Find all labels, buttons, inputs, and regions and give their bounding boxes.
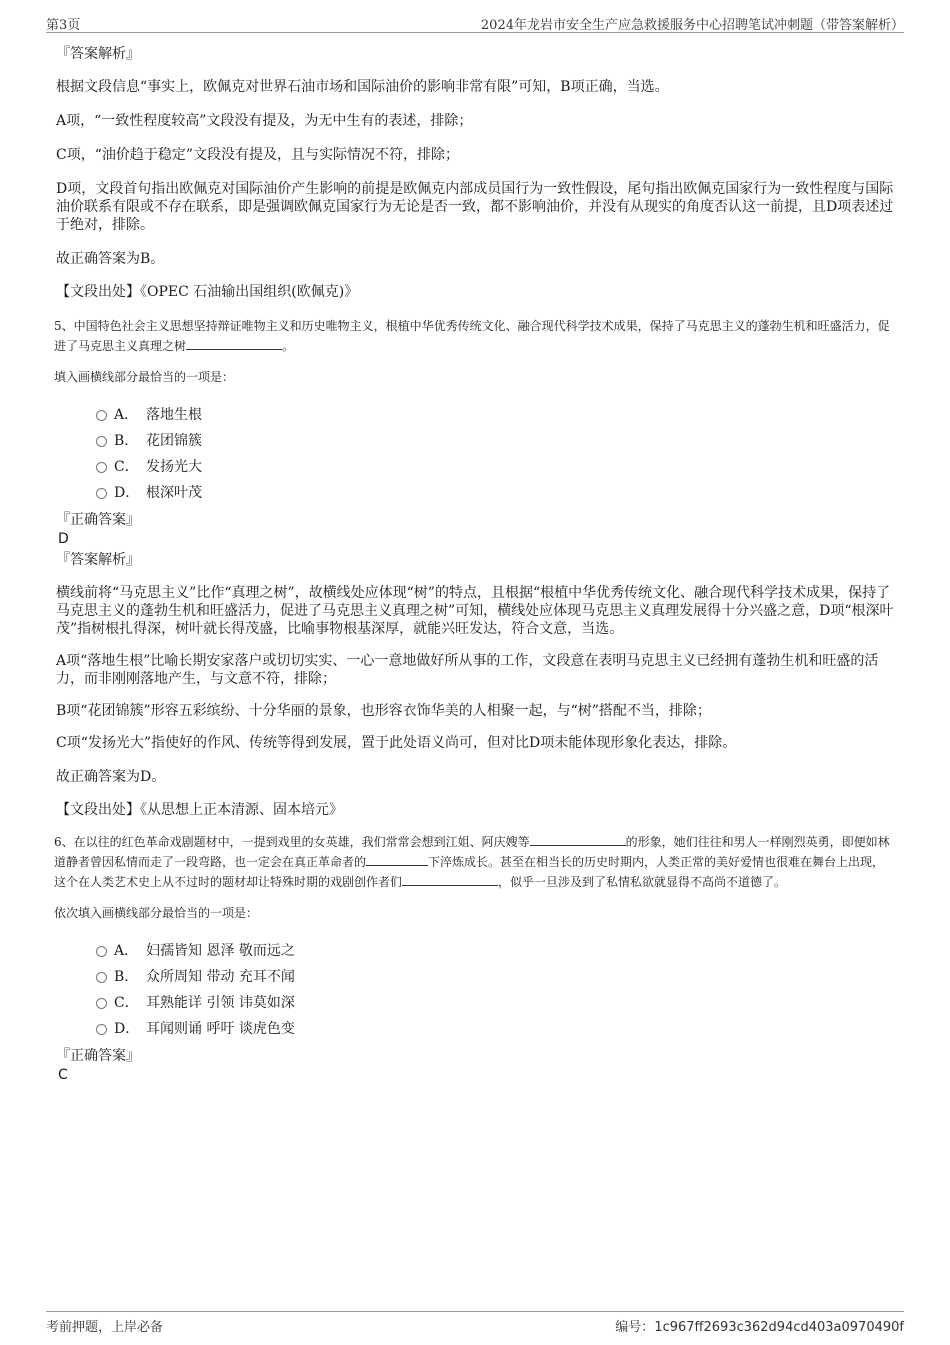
q5-option-c[interactable] <box>96 454 894 480</box>
q6-stem-text-2: 的形象，她们往往和男人一样刚烈英勇，即便如林道静者曾因私情而走了一段弯路，也一定会在真正革命者的 <box>54 835 890 869</box>
option-letter: C． <box>114 995 139 1011</box>
q5-option-b[interactable] <box>96 428 894 454</box>
q5-options <box>96 402 894 506</box>
radio-icon[interactable] <box>96 1024 107 1035</box>
q5-analysis-p1: 横线前将“马克思主义”比作“真理之树”，故横线处应体现“树”的特点，且根据“根植中华优秀传统文化、融合现代科学技术成果，保持了马克思主义的蓬勃生机和旺盛活力，促进了马克思主义真理之树”可知，横线处应体现马克思主义真理发展得十分兴盛之意，D项“根深叶茂”指树根扎得深，树叶就长得茂盛，比喻事物根基深厚，就能兴旺发达，符合文意，当选。 <box>56 585 894 637</box>
q5-source: 【文段出处】《从思想上正本清源、固本培元》 <box>56 802 343 818</box>
option-letter: A． <box>114 407 139 423</box>
q5-stem <box>54 316 894 356</box>
page-footer <box>46 1311 904 1335</box>
q5-correct-label: 『正确答案』 <box>56 512 140 528</box>
footer-slogan: 考前押题，上岸必备 <box>46 1320 164 1335</box>
option-letter: B． <box>114 433 139 449</box>
q6-correct-label: 『正确答案』 <box>56 1048 140 1064</box>
q5-analysis-p4: C项“发扬光大”指使好的作风、传统等得到发展，置于此处语义尚可，但对比D项未能体现形象化表达，排除。 <box>56 735 737 751</box>
radio-icon[interactable] <box>96 436 107 447</box>
code-value: 1c967ff2693c362d94cd403a0970490f <box>654 1320 904 1335</box>
document-title: 2024年龙岩市安全生产应急救援服务中心招聘笔试冲刺题（带答案解析） <box>480 18 904 33</box>
q5-correct-answer: D <box>58 531 69 547</box>
q5-blank <box>186 337 282 350</box>
q6-prompt: 依次填入画横线部分最恰当的一项是： <box>54 906 259 920</box>
q5-prompt: 填入画横线部分最恰当的一项是： <box>54 370 235 384</box>
q5-analysis-label: 『答案解析』 <box>56 552 140 568</box>
q5-stem-end: 。 <box>282 339 295 353</box>
q6-stem-text-3: 下淬炼成长。甚至在相当长的历史时期内，人类正常的美好爱情也很难在舞台上出现，这个在人类艺术史上从不过时的题材却让特殊时期的戏剧创作者们 <box>54 855 885 889</box>
q6-correct-answer: C <box>58 1067 68 1083</box>
option-letter: D． <box>114 485 140 501</box>
q5-option-d[interactable] <box>96 480 894 506</box>
q4-conclusion: 故正确答案为B。 <box>56 251 165 267</box>
q5-analysis-p3: B项“花团锦簇”形容五彩缤纷、十分华丽的景象，也形容衣饰华美的人相聚一起，与“树”搭配不当，排除； <box>56 703 711 719</box>
q6-stem-text-4: ，似乎一旦涉及到了私情私欲就显得不高尚不道德了。 <box>498 875 787 889</box>
q4-analysis-p4: D项，文段首句指出欧佩克对国际油价产生影响的前提是欧佩克内部成员国行为一致性假设，尾句指出欧佩克国家行为一致性程度与国际油价联系有限或不存在联系，即是强调欧佩克国家行为无论是否一致，都不影响油价，并没有从现实的角度否认这一前提，且D项表述过于绝对，排除。 <box>56 181 894 233</box>
option-text: 妇孺皆知 恩泽 敬而远之 <box>146 943 295 959</box>
radio-icon[interactable] <box>96 410 107 421</box>
option-text: 花团锦簇 <box>146 433 202 449</box>
q5-stem-text: 5、中国特色社会主义思想坚持辩证唯物主义和历史唯物主义，根植中华优秀传统文化、融合现代科学技术成果，保持了马克思主义的蓬勃生机和旺盛活力，促进了马克思主义真理之树 <box>54 319 890 353</box>
option-text: 耳熟能详 引领 讳莫如深 <box>146 995 295 1011</box>
radio-icon[interactable] <box>96 972 107 983</box>
q4-analysis-p2: A项，“一致性程度较高”文段没有提及，为无中生有的表述，排除； <box>56 113 473 129</box>
q4-source: 【文段出处】《OPEC 石油输出国组织(欧佩克)》 <box>56 284 359 300</box>
q6-blank-2 <box>366 853 428 866</box>
q4-analysis-p3: C项，“油价趋于稳定”文段没有提及，且与实际情况不符，排除； <box>56 147 460 163</box>
option-letter: D． <box>114 1021 140 1037</box>
code-label: 编号： <box>615 1320 655 1335</box>
q6-blank-1 <box>530 833 626 846</box>
q6-stem <box>54 832 894 892</box>
q6-stem-text-1: 6、在以往的红色革命戏剧题材中，一提到戏里的女英雄，我们常常会想到江姐、阿庆嫂等 <box>54 835 530 849</box>
option-letter: B． <box>114 969 139 985</box>
option-text: 众所周知 带动 充耳不闻 <box>146 969 295 985</box>
q5-option-a[interactable] <box>96 402 894 428</box>
page-number: 第3页 <box>46 18 81 33</box>
q6-option-d[interactable] <box>96 1016 894 1042</box>
q5-analysis-p2: A项“落地生根”比喻长期安家落户或切切实实、一心一意地做好所从事的工作，文段意在表明马克思主义已经拥有蓬勃生机和旺盛的活力，而非刚刚落地产生，与文意不符，排除； <box>56 653 879 687</box>
option-text: 发扬光大 <box>146 459 202 475</box>
q5-conclusion: 故正确答案为D。 <box>56 769 166 785</box>
radio-icon[interactable] <box>96 462 107 473</box>
q4-analysis-p1: 根据文段信息“事实上，欧佩克对世界石油市场和国际油价的影响非常有限”可知，B项正确，当选。 <box>56 79 669 95</box>
radio-icon[interactable] <box>96 946 107 957</box>
q6-option-a[interactable] <box>96 938 894 964</box>
radio-icon[interactable] <box>96 488 107 499</box>
document-body <box>56 44 894 1084</box>
option-text: 根深叶茂 <box>146 485 202 501</box>
option-letter: A． <box>114 943 139 959</box>
q6-options <box>96 938 894 1042</box>
q6-option-c[interactable] <box>96 990 894 1016</box>
option-letter: C． <box>114 459 139 475</box>
q4-analysis-label: 『答案解析』 <box>56 46 140 62</box>
q6-option-b[interactable] <box>96 964 894 990</box>
page-header <box>46 14 904 33</box>
option-text: 落地生根 <box>146 407 202 423</box>
radio-icon[interactable] <box>96 998 107 1009</box>
q6-blank-3 <box>402 873 498 886</box>
document-code <box>615 1316 904 1335</box>
option-text: 耳闻则诵 呼吁 谈虎色变 <box>146 1021 295 1037</box>
